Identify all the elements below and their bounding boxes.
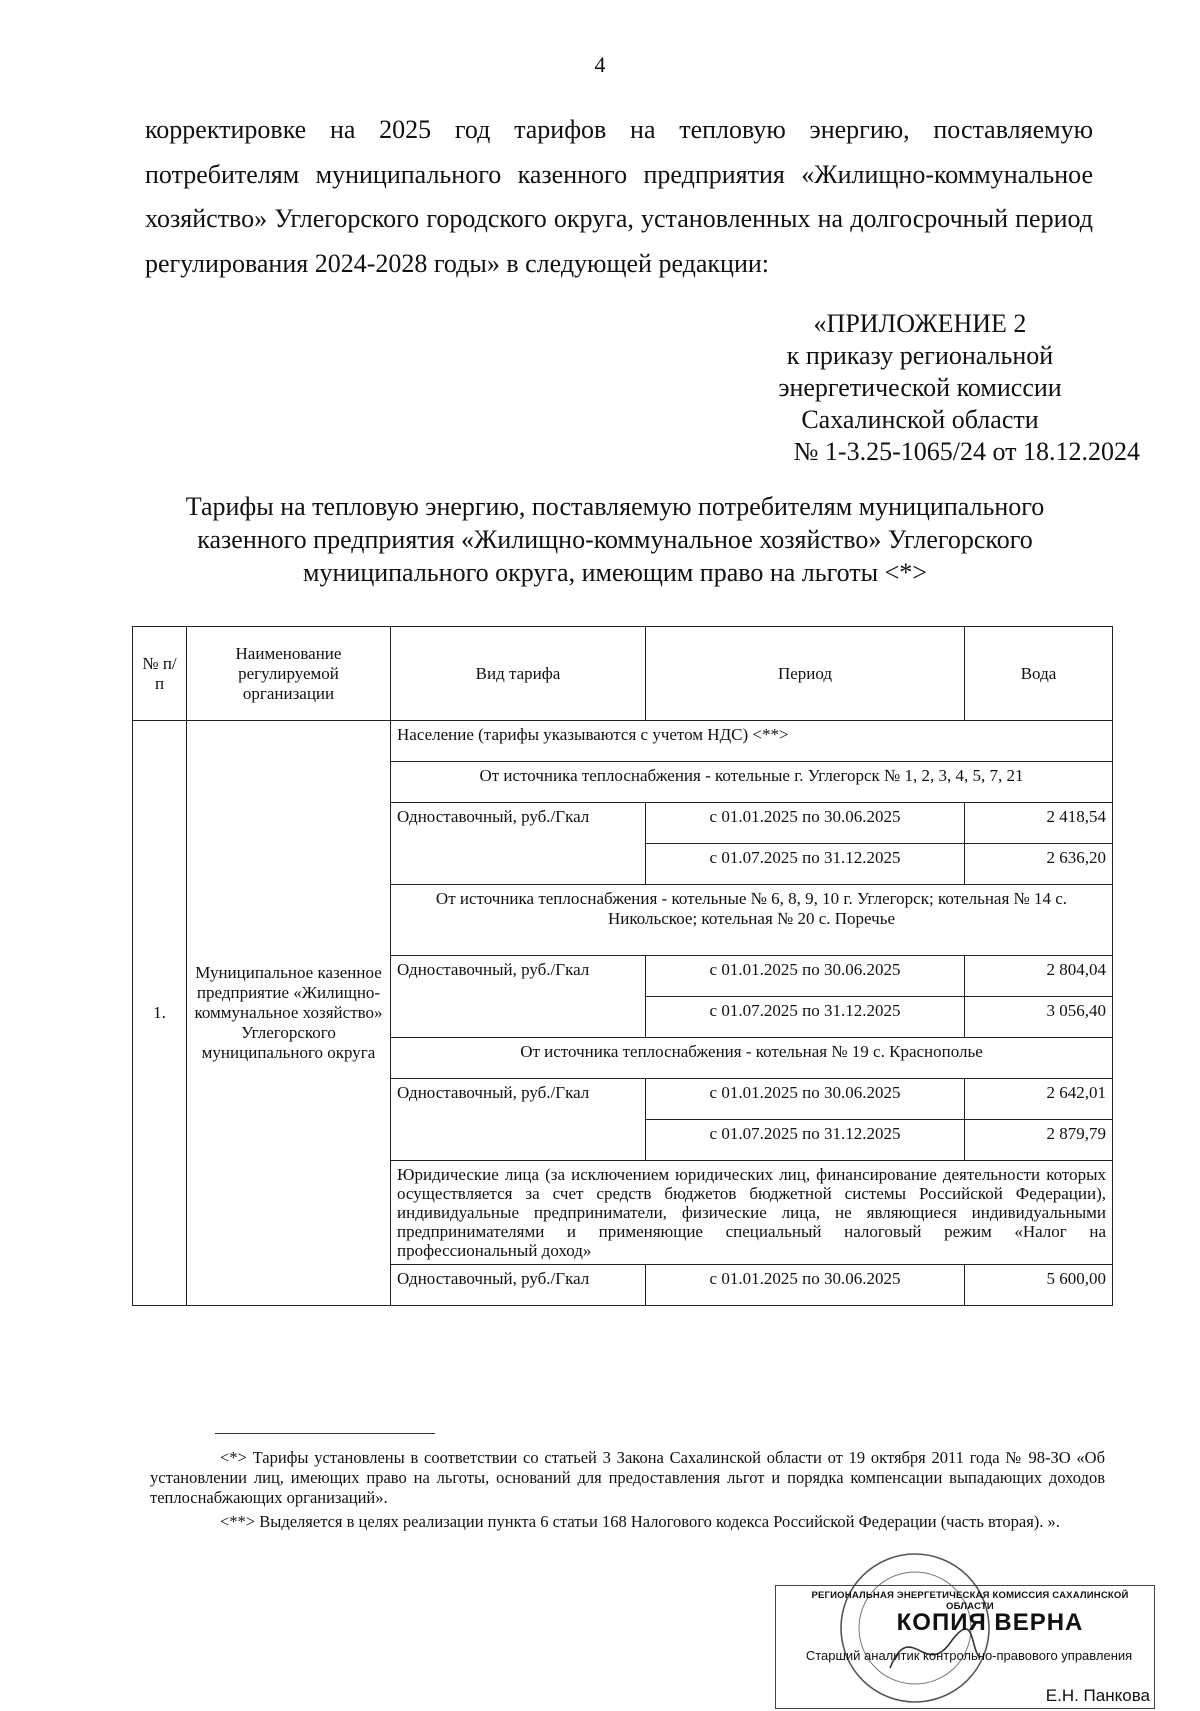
tariff-type: Одноставочный, руб./Гкал	[391, 1079, 646, 1161]
stamp-signatory: Е.Н. Панкова	[1045, 1686, 1150, 1705]
value-cell: 5 600,00	[965, 1265, 1113, 1306]
value-cell: 2 636,20	[965, 844, 1113, 885]
page-number: 4	[594, 52, 606, 77]
value-cell: 2 642,01	[965, 1079, 1113, 1120]
period-cell: с 01.01.2025 по 30.06.2025	[646, 1265, 965, 1306]
footnote-divider	[215, 1433, 435, 1434]
source-3-heading: От источника теплоснабжения - котельная № 19 с. Краснополье	[391, 1038, 1113, 1079]
table-title: Тарифы на тепловую энергию, поставляемую потребителям муниципального казенного предприятия «Жилищно-коммунальное хозяйство» Углегорского муниципального округа, имеющим право на льготы <*>	[185, 492, 1045, 587]
tariff-type: Одноставочный, руб./Гкал	[391, 1265, 646, 1306]
tariff-type: Одноставочный, руб./Гкал	[391, 803, 646, 885]
legal-entities-heading: Юридические лица (за исключением юридических лиц, финансирование деятельности которых осуществляется за счет средств бюджетов бюджетной системы Российской Федерации), индивидуальные предприниматели, физические лица, не являющиеся индивидуальными предпринимателями и применяющие специальный налоговый режим «Налог на профессиональный доход»	[391, 1161, 1113, 1265]
table-header-row	[133, 627, 1113, 721]
appendix-order-number: № 1-3.25-1065/24 от 18.12.2024	[793, 437, 1140, 466]
appendix-line-4: Сахалинской области	[801, 405, 1039, 434]
intro-paragraph: корректировке на 2025 год тарифов на тепловую энергию, поставляемую потребителям муниципального казенного предприятия «Жилищно-коммунальное хозяйство» Углегорского городского округа, установленных на долгосрочный период регулирования 2024-2028 годы» в следующей редакции:	[145, 115, 1093, 278]
period-cell: с 01.01.2025 по 30.06.2025	[646, 956, 965, 997]
stamp-title: КОПИЯ ВЕРНА	[896, 1609, 1084, 1636]
footnotes	[150, 1448, 1105, 1536]
stamp-position: Старший аналитик контрольно-правового управления	[805, 1648, 1133, 1663]
header-org: Наименование регулируемой организации	[187, 627, 391, 721]
value-cell: 2 879,79	[965, 1120, 1113, 1161]
value-cell: 2 804,04	[965, 956, 1113, 997]
footnote-1: <*> Тарифы установлены в соответствии со статьей 3 Закона Сахалинской области от 19 октября 2011 года № 98-ЗО «Об установлении лиц, имеющих право на льготы, оснований для предоставления льгот и порядка компенсации выпадающих доходов теплоснабжающих организаций».	[150, 1448, 1105, 1507]
source-2-heading: От источника теплоснабжения - котельные № 6, 8, 9, 10 г. Углегорск; котельная № 14 с. Никольское; котельная № 20 с. Поречье	[391, 885, 1113, 956]
period-cell: с 01.07.2025 по 31.12.2025	[646, 1120, 965, 1161]
period-cell: с 01.07.2025 по 31.12.2025	[646, 997, 965, 1038]
row-number: 1.	[133, 721, 187, 1306]
population-heading: Население (тарифы указываются с учетом НДС) <**>	[391, 721, 1113, 762]
period-cell: с 01.07.2025 по 31.12.2025	[646, 844, 965, 885]
tariff-table	[132, 626, 1113, 1306]
period-cell: с 01.01.2025 по 30.06.2025	[646, 803, 965, 844]
appendix-line-2: к приказу региональной	[786, 341, 1054, 370]
source-1-heading: От источника теплоснабжения - котельные г. Углегорск № 1, 2, 3, 4, 5, 7, 21	[391, 762, 1113, 803]
header-num: № п/п	[133, 627, 187, 721]
tariff-type: Одноставочный, руб./Гкал	[391, 956, 646, 1038]
appendix-line-3: энергетической комиссии	[778, 373, 1062, 402]
value-cell: 2 418,54	[965, 803, 1113, 844]
appendix-line-1: «ПРИЛОЖЕНИЕ 2	[813, 309, 1027, 338]
footnote-2: <**> Выделяется в целях реализации пункта 6 статьи 168 Налогового кодекса Российской Федерации (часть вторая). ».	[220, 1512, 1060, 1531]
header-period: Период	[646, 627, 965, 721]
stamp-organization: РЕГИОНАЛЬНАЯ ЭНЕРГЕТИЧЕСКАЯ КОМИССИЯ САХАЛИНСКОЙ ОБЛАСТИ	[811, 1590, 1129, 1612]
header-water: Вода	[965, 627, 1113, 721]
value-cell: 3 056,40	[965, 997, 1113, 1038]
table-row	[133, 721, 1113, 762]
org-name: Муниципальное казенное предприятие «Жилищно-коммунальное хозяйство» Углегорского муниципального округа	[187, 721, 391, 1306]
header-type: Вид тарифа	[391, 627, 646, 721]
appendix-header	[700, 308, 1140, 468]
period-cell: с 01.01.2025 по 30.06.2025	[646, 1079, 965, 1120]
